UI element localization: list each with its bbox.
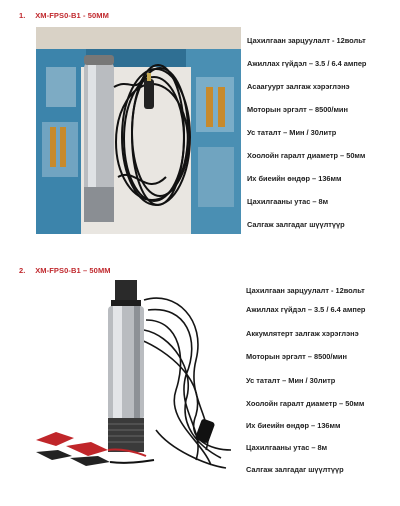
item-1-spec: Ус таталт – Мин / 30литр	[247, 128, 337, 137]
item-1-spec: Цахилгаан зарцуулалт - 12вольт	[247, 36, 366, 45]
item-2-number: 2.	[19, 266, 26, 275]
item-2-spec: Моторын эргэлт – 8500/мин	[246, 352, 347, 361]
item-1-spec: Их биеийн өндөр – 136мм	[247, 174, 342, 183]
item-2-spec: Цахилгаан зарцуулалт - 12вольт	[246, 286, 365, 295]
item-1-spec: Салгаж залгадаг шүүлтүүр	[247, 220, 345, 229]
item-1-spec: Ажиллах гүйдэл – 3.5 / 6.4 ампер	[247, 59, 367, 68]
item-1-spec: Моторын эргэлт – 8500/мин	[247, 105, 348, 114]
item-1-heading	[19, 11, 109, 20]
item-2-spec: Их биеийн өндөр – 136мм	[246, 421, 341, 430]
item-2-heading	[19, 266, 111, 275]
item-2-product-photo	[36, 280, 241, 475]
item-2-spec: Ус таталт – Мин / 30литр	[246, 376, 336, 385]
item-1-spec: Асаагуурт залгаж хэрэглэнэ	[247, 82, 350, 91]
item-1-spec: Хоолойн гаралт диаметр – 50мм	[247, 151, 366, 160]
item-1-spec: Цахилгааны утас – 8м	[247, 197, 329, 206]
item-2-spec: Салгаж залгадаг шүүлтүүр	[246, 465, 344, 474]
item-2-model: XM-FPS0-B1 – 50MM	[35, 266, 111, 275]
item-2-spec: Хоолойн гаралт диаметр – 50мм	[246, 399, 365, 408]
item-1-product-photo	[36, 27, 241, 234]
item-2-spec: Цахилгааны утас – 8м	[246, 443, 328, 452]
item-1-model: XM-FPS0-B1 - 50MM	[35, 11, 109, 20]
item-2-spec: Ажиллах гүйдэл – 3.5 / 6.4 ампер	[246, 305, 366, 314]
item-2-spec-list	[246, 0, 398, 480]
item-2-spec: Аккумлятерт залгаж хэрэглэнэ	[246, 329, 359, 338]
item-1-number: 1.	[19, 11, 26, 20]
